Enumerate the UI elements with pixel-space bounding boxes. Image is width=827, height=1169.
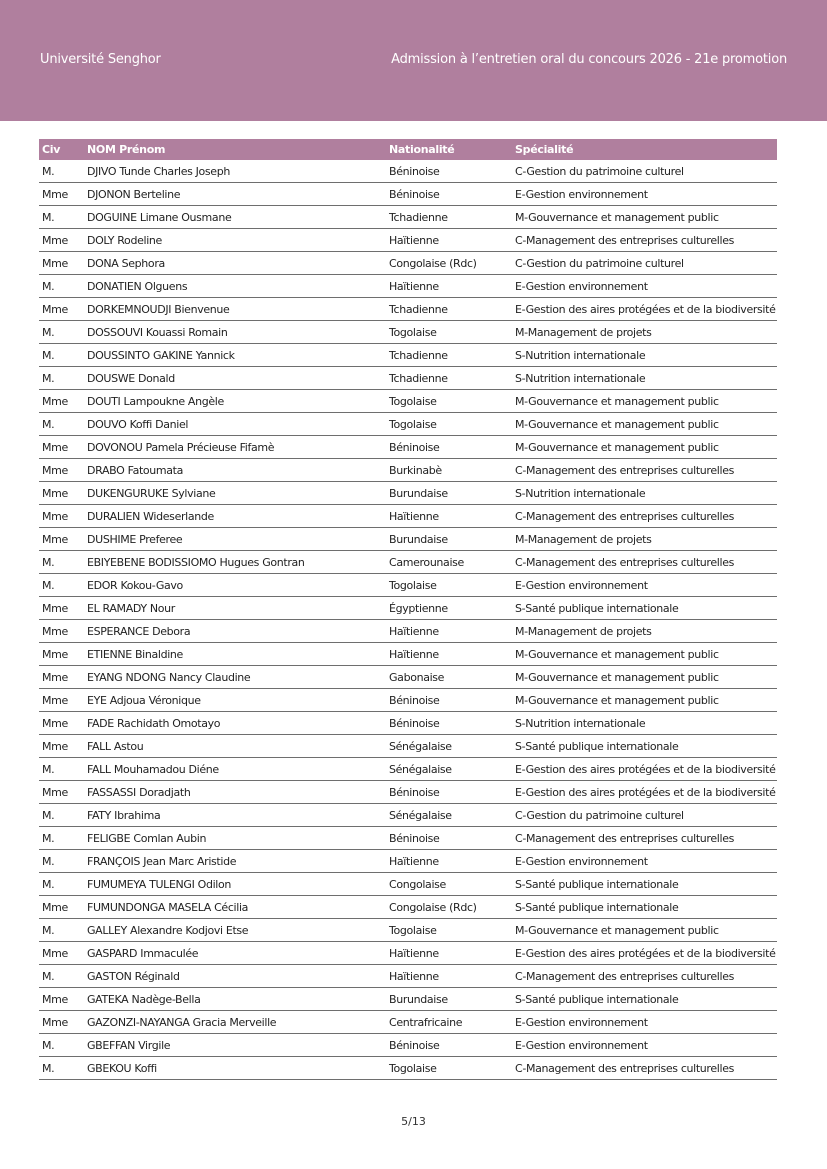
cell-nationality: Haïtienne (385, 229, 511, 252)
cell-name: EDOR Kokou-Gavo (83, 574, 385, 597)
cell-nationality: Burkinabè (385, 459, 511, 482)
cell-name: ESPERANCE Debora (83, 620, 385, 643)
cell-name: DONA Sephora (83, 252, 385, 275)
cell-civ: M. (39, 873, 83, 896)
cell-name: DORKEMNOUDJI Bienvenue (83, 298, 385, 321)
cell-nationality: Camerounaise (385, 551, 511, 574)
cell-specialty: E-Gestion environnement (511, 275, 777, 298)
cell-name: DONATIEN Olguens (83, 275, 385, 298)
cell-specialty: C-Management des entreprises culturelles (511, 965, 777, 988)
cell-name: ETIENNE Binaldine (83, 643, 385, 666)
cell-nationality: Haïtienne (385, 850, 511, 873)
cell-civ: M. (39, 1057, 83, 1080)
table-row (39, 413, 777, 436)
table-row (39, 689, 777, 712)
cell-specialty: M-Gouvernance et management public (511, 206, 777, 229)
cell-nationality: Haïtienne (385, 643, 511, 666)
cell-specialty: M-Gouvernance et management public (511, 689, 777, 712)
cell-civ: Mme (39, 712, 83, 735)
cell-name: DOSSOUVI Kouassi Romain (83, 321, 385, 344)
cell-name: DURALIEN Wideserlande (83, 505, 385, 528)
cell-name: EYANG NDONG Nancy Claudine (83, 666, 385, 689)
cell-nationality: Haïtienne (385, 620, 511, 643)
cell-civ: Mme (39, 482, 83, 505)
cell-name: FALL Astou (83, 735, 385, 758)
table-row (39, 988, 777, 1011)
cell-civ: Mme (39, 735, 83, 758)
cell-civ: Mme (39, 183, 83, 206)
cell-civ: M. (39, 367, 83, 390)
cell-civ: Mme (39, 988, 83, 1011)
cell-civ: Mme (39, 252, 83, 275)
cell-nationality: Haïtienne (385, 505, 511, 528)
cell-specialty: M-Management de projets (511, 321, 777, 344)
table-row (39, 160, 777, 183)
cell-civ: Mme (39, 505, 83, 528)
cell-specialty: E-Gestion environnement (511, 1034, 777, 1057)
table-row (39, 942, 777, 965)
cell-nationality: Togolaise (385, 919, 511, 942)
cell-nationality: Burundaise (385, 528, 511, 551)
cell-nationality: Béninoise (385, 712, 511, 735)
cell-name: FASSASSI Doradjath (83, 781, 385, 804)
cell-civ: Mme (39, 528, 83, 551)
table-row (39, 896, 777, 919)
cell-specialty: M-Gouvernance et management public (511, 436, 777, 459)
table-row (39, 390, 777, 413)
page-header (0, 0, 827, 121)
cell-name: DOUVO Koffi Daniel (83, 413, 385, 436)
column-header-nationality: Nationalité (385, 139, 511, 160)
cell-name: DOUSWE Donald (83, 367, 385, 390)
cell-nationality: Sénégalaise (385, 758, 511, 781)
cell-nationality: Tchadienne (385, 367, 511, 390)
cell-specialty: E-Gestion des aires protégées et de la biodiversité (511, 298, 777, 321)
cell-nationality: Haïtienne (385, 275, 511, 298)
cell-civ: M. (39, 850, 83, 873)
table-row (39, 919, 777, 942)
cell-civ: M. (39, 919, 83, 942)
cell-name: DOLY Rodeline (83, 229, 385, 252)
table-row (39, 758, 777, 781)
cell-nationality: Béninoise (385, 1034, 511, 1057)
cell-specialty: S-Santé publique internationale (511, 988, 777, 1011)
cell-name: GASPARD Immaculée (83, 942, 385, 965)
cell-civ: M. (39, 574, 83, 597)
cell-nationality: Béninoise (385, 183, 511, 206)
table-row (39, 298, 777, 321)
cell-name: FRANÇOIS Jean Marc Aristide (83, 850, 385, 873)
table-row (39, 505, 777, 528)
cell-nationality: Béninoise (385, 781, 511, 804)
table-row (39, 781, 777, 804)
cell-nationality: Égyptienne (385, 597, 511, 620)
cell-civ: Mme (39, 689, 83, 712)
cell-name: GALLEY Alexandre Kodjovi Etse (83, 919, 385, 942)
cell-nationality: Togolaise (385, 1057, 511, 1080)
cell-nationality: Béninoise (385, 436, 511, 459)
cell-name: DUSHIME Preferee (83, 528, 385, 551)
cell-nationality: Haïtienne (385, 965, 511, 988)
candidates-table (39, 139, 777, 1080)
cell-nationality: Togolaise (385, 574, 511, 597)
table-row (39, 275, 777, 298)
cell-specialty: M-Management de projets (511, 528, 777, 551)
cell-civ: Mme (39, 459, 83, 482)
cell-specialty: E-Gestion des aires protégées et de la biodiversité (511, 781, 777, 804)
cell-specialty: S-Santé publique internationale (511, 896, 777, 919)
cell-nationality: Sénégalaise (385, 735, 511, 758)
table-row (39, 712, 777, 735)
cell-name: DRABO Fatoumata (83, 459, 385, 482)
cell-specialty: C-Management des entreprises culturelles (511, 505, 777, 528)
cell-name: FADE Rachidath Omotayo (83, 712, 385, 735)
cell-civ: M. (39, 827, 83, 850)
cell-name: GAZONZI-NAYANGA Gracia Merveille (83, 1011, 385, 1034)
cell-specialty: S-Santé publique internationale (511, 597, 777, 620)
cell-civ: M. (39, 965, 83, 988)
cell-specialty: C-Management des entreprises culturelles (511, 229, 777, 252)
cell-nationality: Béninoise (385, 827, 511, 850)
cell-specialty: S-Nutrition internationale (511, 367, 777, 390)
cell-civ: Mme (39, 643, 83, 666)
table-row (39, 551, 777, 574)
column-header-civ: Civ (39, 139, 83, 160)
table-row (39, 965, 777, 988)
cell-name: DOVONOU Pamela Précieuse Fifamè (83, 436, 385, 459)
cell-civ: M. (39, 758, 83, 781)
cell-name: DOGUINE Limane Ousmane (83, 206, 385, 229)
column-header-name: NOM Prénom (83, 139, 385, 160)
cell-name: FATY Ibrahima (83, 804, 385, 827)
cell-specialty: M-Gouvernance et management public (511, 643, 777, 666)
cell-civ: Mme (39, 1011, 83, 1034)
cell-specialty: M-Gouvernance et management public (511, 919, 777, 942)
document-title: Admission à l’entretien oral du concours 2026 - 21e promotion (391, 52, 787, 67)
table-header-row (39, 139, 777, 160)
cell-nationality: Togolaise (385, 413, 511, 436)
cell-civ: Mme (39, 896, 83, 919)
cell-nationality: Burundaise (385, 988, 511, 1011)
table-row (39, 206, 777, 229)
cell-specialty: S-Nutrition internationale (511, 712, 777, 735)
cell-name: FUMUMEYA TULENGI Odilon (83, 873, 385, 896)
table-row (39, 827, 777, 850)
cell-specialty: M-Gouvernance et management public (511, 413, 777, 436)
table-row (39, 229, 777, 252)
table-row (39, 597, 777, 620)
cell-specialty: C-Gestion du patrimoine culturel (511, 252, 777, 275)
cell-name: FUMUNDONGA MASELA Cécilia (83, 896, 385, 919)
cell-specialty: C-Management des entreprises culturelles (511, 551, 777, 574)
cell-name: EL RAMADY Nour (83, 597, 385, 620)
cell-nationality: Tchadienne (385, 344, 511, 367)
cell-specialty: S-Nutrition internationale (511, 482, 777, 505)
table-row (39, 459, 777, 482)
cell-civ: Mme (39, 597, 83, 620)
cell-nationality: Béninoise (385, 160, 511, 183)
table-row (39, 850, 777, 873)
cell-name: DUKENGURUKE Sylviane (83, 482, 385, 505)
cell-specialty: C-Gestion du patrimoine culturel (511, 160, 777, 183)
table-row (39, 620, 777, 643)
table-row (39, 873, 777, 896)
cell-specialty: C-Management des entreprises culturelles (511, 827, 777, 850)
cell-specialty: M-Gouvernance et management public (511, 390, 777, 413)
cell-specialty: M-Gouvernance et management public (511, 666, 777, 689)
table-row (39, 666, 777, 689)
cell-specialty: E-Gestion environnement (511, 574, 777, 597)
cell-nationality: Sénégalaise (385, 804, 511, 827)
cell-specialty: E-Gestion environnement (511, 183, 777, 206)
cell-name: GBEFFAN Virgile (83, 1034, 385, 1057)
cell-name: EYE Adjoua Véronique (83, 689, 385, 712)
table-row (39, 1034, 777, 1057)
cell-specialty: E-Gestion environnement (511, 850, 777, 873)
table-row (39, 482, 777, 505)
cell-civ: M. (39, 1034, 83, 1057)
table-row (39, 735, 777, 758)
cell-nationality: Burundaise (385, 482, 511, 505)
page-number: 5/13 (401, 1115, 426, 1128)
cell-name: FELIGBE Comlan Aubin (83, 827, 385, 850)
cell-civ: Mme (39, 229, 83, 252)
table-row (39, 1057, 777, 1080)
table-row (39, 252, 777, 275)
cell-civ: Mme (39, 942, 83, 965)
cell-civ: Mme (39, 436, 83, 459)
cell-name: GASTON Réginald (83, 965, 385, 988)
cell-civ: M. (39, 206, 83, 229)
table-row (39, 804, 777, 827)
cell-civ: Mme (39, 666, 83, 689)
institution-name: Université Senghor (40, 52, 161, 67)
cell-nationality: Tchadienne (385, 298, 511, 321)
cell-nationality: Congolaise (Rdc) (385, 252, 511, 275)
table-row (39, 183, 777, 206)
cell-civ: Mme (39, 620, 83, 643)
cell-name: GATEKA Nadège-Bella (83, 988, 385, 1011)
cell-nationality: Centrafricaine (385, 1011, 511, 1034)
cell-specialty: C-Management des entreprises culturelles (511, 459, 777, 482)
cell-name: DJONON Berteline (83, 183, 385, 206)
column-header-specialty: Spécialité (511, 139, 777, 160)
cell-specialty: S-Santé publique internationale (511, 735, 777, 758)
cell-name: DOUSSINTO GAKINE Yannick (83, 344, 385, 367)
cell-specialty: C-Gestion du patrimoine culturel (511, 804, 777, 827)
table-row (39, 643, 777, 666)
cell-specialty: E-Gestion des aires protégées et de la biodiversité (511, 942, 777, 965)
cell-specialty: S-Nutrition internationale (511, 344, 777, 367)
table-row (39, 436, 777, 459)
cell-nationality: Gabonaise (385, 666, 511, 689)
cell-nationality: Tchadienne (385, 206, 511, 229)
cell-civ: M. (39, 160, 83, 183)
cell-nationality: Béninoise (385, 689, 511, 712)
cell-civ: Mme (39, 781, 83, 804)
cell-nationality: Congolaise (Rdc) (385, 896, 511, 919)
table-body (39, 160, 777, 1080)
cell-name: DOUTI Lampouknе Angèle (83, 390, 385, 413)
cell-civ: M. (39, 321, 83, 344)
cell-name: EBIYEBENE BODISSIOMO Hugues Gontran (83, 551, 385, 574)
cell-name: FALL Mouhamadou Diéne (83, 758, 385, 781)
cell-civ: Mme (39, 298, 83, 321)
cell-specialty: S-Santé publique internationale (511, 873, 777, 896)
table-header (39, 139, 777, 160)
cell-nationality: Togolaise (385, 390, 511, 413)
cell-nationality: Haïtienne (385, 942, 511, 965)
cell-name: GBEKOU Koffi (83, 1057, 385, 1080)
table-row (39, 574, 777, 597)
cell-specialty: E-Gestion environnement (511, 1011, 777, 1034)
cell-civ: M. (39, 804, 83, 827)
cell-civ: M. (39, 551, 83, 574)
cell-specialty: M-Management de projets (511, 620, 777, 643)
cell-civ: M. (39, 344, 83, 367)
cell-civ: Mme (39, 390, 83, 413)
cell-nationality: Togolaise (385, 321, 511, 344)
cell-specialty: E-Gestion des aires protégées et de la biodiversité (511, 758, 777, 781)
cell-civ: M. (39, 413, 83, 436)
table-row (39, 344, 777, 367)
table-row (39, 321, 777, 344)
cell-civ: M. (39, 275, 83, 298)
table-row (39, 367, 777, 390)
cell-specialty: C-Management des entreprises culturelles (511, 1057, 777, 1080)
cell-nationality: Congolaise (385, 873, 511, 896)
table-row (39, 1011, 777, 1034)
cell-name: DJIVO Tunde Charles Joseph (83, 160, 385, 183)
table-row (39, 528, 777, 551)
